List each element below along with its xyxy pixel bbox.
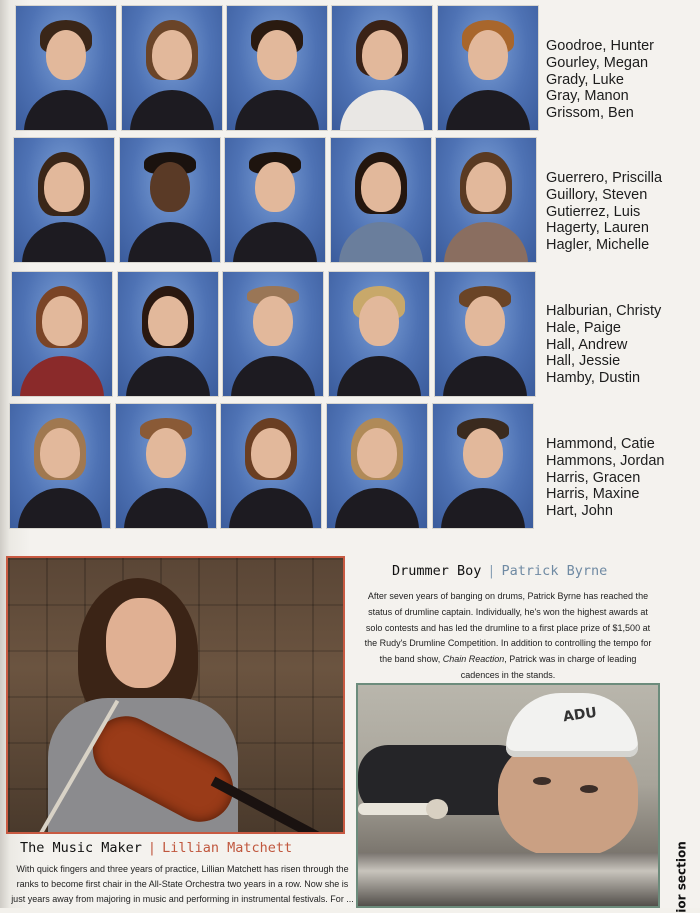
names-group-4 — [546, 436, 696, 520]
feature-title: Drummer Boy — [392, 563, 482, 579]
portrait-photo — [438, 6, 538, 130]
portrait-photo — [16, 6, 116, 130]
student-name: Hagerty, Lauren — [546, 220, 649, 237]
portrait-photo — [332, 6, 432, 130]
portrait-photo — [221, 404, 321, 528]
drum-rim — [358, 853, 658, 908]
portrait-row — [10, 138, 546, 264]
portrait-row — [10, 272, 546, 398]
portrait-photo — [331, 138, 431, 262]
student-name: Gutierrez, Luis — [546, 203, 641, 220]
student-name: Hall, Jessie — [546, 353, 621, 370]
portrait-photo — [227, 6, 327, 130]
student-name: Grissom, Ben — [546, 105, 634, 122]
show-title: Chain Reaction — [442, 654, 505, 665]
names-group-1 — [546, 38, 696, 122]
title-separator: | — [487, 563, 496, 579]
portrait-photo — [120, 138, 220, 262]
portrait-row — [10, 6, 546, 132]
student-name: Hammond, Catie — [546, 436, 655, 452]
student-name: Goodroe, Hunter — [546, 38, 655, 54]
student-name: Grady, Luke — [546, 71, 624, 88]
names-group-3 — [546, 303, 696, 387]
portrait-photo — [225, 138, 325, 262]
student-name: Hamby, Dustin — [546, 370, 641, 387]
drummer-photo — [356, 683, 660, 908]
drummer-boy-caption: After seven years of banging on drums, Patrick Byrne has reached the status of drumline captain. Individually, he's won the highest awards at solo contests and has led the drumline to a first place prize of $1,500 at the Rudy's Drumline Competition. In addition to controlling the tempo for the band show, Chain Reaction, Patrick was in charge of leading cadences in the stands. — [364, 591, 652, 680]
student-name: Hale, Paige — [546, 319, 621, 336]
names-group-2 — [546, 170, 696, 254]
portrait-photo — [122, 6, 222, 130]
portrait-photo — [329, 272, 429, 396]
feature-title: The Music Maker — [20, 840, 142, 856]
music-maker-heading — [20, 840, 292, 856]
section-tab — [668, 840, 692, 913]
violinist-photo — [6, 556, 345, 834]
portrait-grid — [10, 6, 546, 536]
student-name: Hagler, Michelle — [546, 237, 650, 254]
music-maker-caption: With quick fingers and three years of practice, Lillian Matchett has risen through the ranks to become first chair in the All-State Orchestra two years in a row. Now she is just years away from majoring in music and performing in instrumental festivals. For ... — [11, 864, 354, 904]
student-name: Harris, Maxine — [546, 486, 640, 503]
portrait-photo — [10, 404, 110, 528]
portrait-row — [10, 404, 546, 530]
student-name: Harris, Gracen — [546, 469, 641, 486]
portrait-photo — [436, 138, 536, 262]
student-name: Guerrero, Priscilla — [546, 170, 663, 186]
title-separator: | — [147, 840, 157, 856]
student-name: Gourley, Megan — [546, 54, 649, 71]
student-name: Halburian, Christy — [546, 303, 662, 319]
portrait-photo — [118, 272, 218, 396]
portrait-photo — [116, 404, 216, 528]
section-label: ior section — [674, 841, 689, 913]
portrait-photo — [327, 404, 427, 528]
portrait-photo — [12, 272, 112, 396]
portrait-photo — [14, 138, 114, 262]
portrait-photo — [433, 404, 533, 528]
portrait-photo — [223, 272, 323, 396]
feature-student-name: Lillian Matchett — [162, 840, 293, 856]
student-name: Gray, Manon — [546, 88, 629, 105]
drummer-boy-heading — [392, 563, 607, 579]
portrait-photo — [435, 272, 535, 396]
student-name: Hall, Andrew — [546, 336, 628, 353]
student-name: Guillory, Steven — [546, 186, 648, 203]
student-name: Hammons, Jordan — [546, 452, 665, 469]
feature-student-name: Patrick Byrne — [501, 563, 608, 579]
cap-logo: ADU — [562, 704, 598, 726]
student-name: Hart, John — [546, 503, 613, 520]
